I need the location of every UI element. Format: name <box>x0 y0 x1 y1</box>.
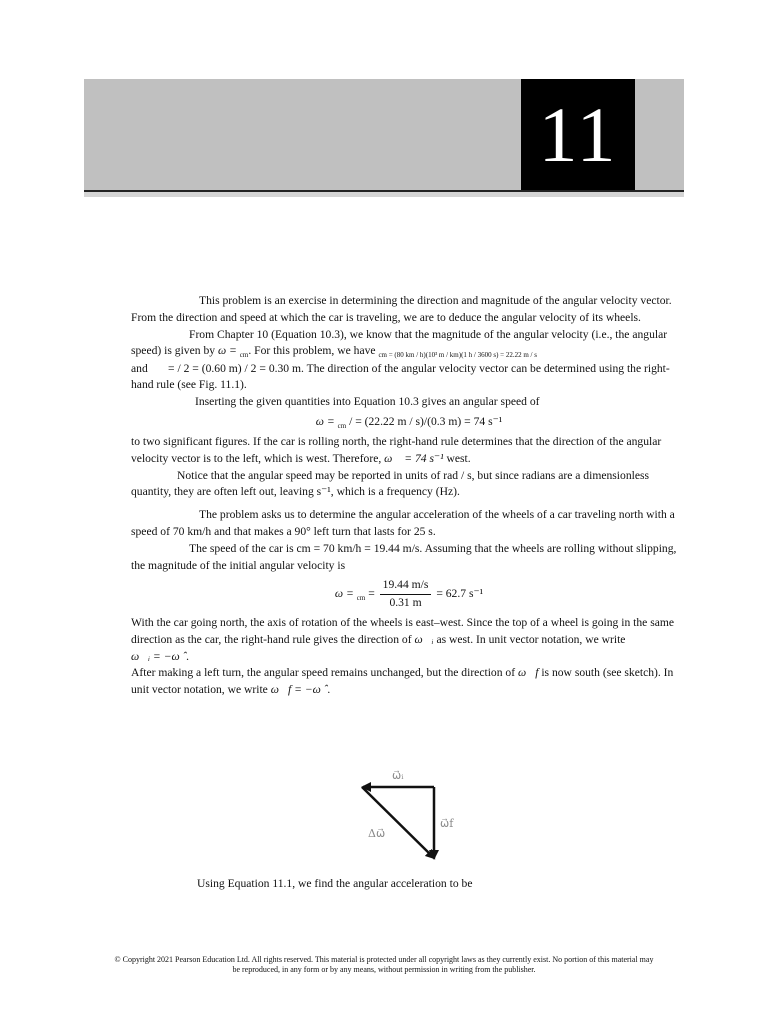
paragraph-problem-two: The problem asks us to determine the angular acceleration of the wheels of a car traveling north with a speed of 70 km/h and that makes a 90° left turn that lasts for 25 s. <box>131 508 675 539</box>
solution-text <box>131 293 687 699</box>
paragraph-units: Notice that the angular speed may be reported in units of rad / s, but since radians are a dimensionless quantity, they are often left out, leaving s⁻¹, which is a frequency (Hz). <box>131 468 650 499</box>
initial-omega-equation: ω = $_{cm}$ = $\frac{19.44 m/s}{0.31 m}$ = 62.7 s⁻¹ <box>131 577 687 612</box>
final-vector-label: ω⃗f <box>440 817 454 830</box>
paragraph-final-direction: After making a left turn, the angular speed remains unchanged, but the direction of ω⃗f is now south (see sketch). In unit vector notation, we write ω⃗f = −ω ˆ. <box>131 666 674 697</box>
speed-equation: cm = (80 km / h)(10³ m / km)(1 h / 3600 s) = 22.22 m / s <box>378 351 537 360</box>
delta-vector-label: Δω⃗ <box>368 827 386 840</box>
speed-over-radius-fraction: $\frac{19.44 m/s}{0.31 m}$ <box>380 577 432 612</box>
footer-line-1: © Copyright 2021 Pearson Education Ltd. All rights reserved. This material is protected under all copyright laws as they currently exist. No portion of this material may <box>114 955 654 964</box>
banner-shadow <box>84 192 684 197</box>
paragraph-direction: to two significant figures. If the car is rolling north, the right-hand rule determines that the direction of the angular velocity vector is to the left, which is west. Therefore, ω⃗ = 74 s⁻¹ west. <box>131 435 662 465</box>
footer-line-2: be reproduced, in any form or by any means, without permission in writing from the publisher. <box>232 964 536 974</box>
omega-formula: ω = $_{cm}$ <box>217 344 249 360</box>
chapter-number: 11 <box>538 90 618 178</box>
chapter-number-box <box>521 79 635 190</box>
paragraph-angular-speed: From Chapter 10 (Equation 10.3), we know that the magnitude of the angular velocity (i.e., the angular speed) is given by ω = $_{cm}$. For this problem, we have $_{cm = (80 km / h)(10^3 m / km)(1 h / 3600 s) = 22.22 m / s}$ and = / 2 = (0.60 m) / 2 = 0.30 m. The direction of the angular velocity vector can be determined using the right-hand rule (see Fig. 11.1). <box>131 327 670 392</box>
vector-sketch <box>350 765 470 865</box>
copyright-footer <box>80 955 688 974</box>
paragraph-angular-acceleration: Using Equation 11.1, we find the angular acceleration to be <box>197 877 473 890</box>
paragraph-speed: The speed of the car is cm = 70 km/h = 19.44 m/s. Assuming that the wheels are rolling without slipping, the magnitude of the initial angular velocity is <box>131 541 677 572</box>
paragraph-initial-direction: With the car going north, the axis of rotation of the wheels is east–west. Since the top of a wheel is going in the same direction as the car, the right-hand rule gives the direction of ω⃗ᵢ as west. In unit vector notation, we write ω⃗ᵢ = −ω ˆ. <box>131 616 675 663</box>
paragraph-insert: Inserting the given quantities into Equation 10.3 gives an angular speed of <box>195 395 540 409</box>
initial-vector-label: ω⃗ᵢ <box>392 769 404 782</box>
paragraph-intro: This problem is an exercise in determining the direction and magnitude of the angular velocity vector. From the direction and speed at which the car is traveling, we are to deduce the angular velocity of its wheels. <box>131 294 672 324</box>
radius-equation: = / 2 = (0.60 m) / 2 = 0.30 m. <box>168 361 304 375</box>
omega-equation: ω = $_{cm}$ / = (22.22 m / s)/(0.3 m) = 74 s⁻¹ <box>315 414 503 430</box>
delta-vector-arrow <box>362 787 434 858</box>
